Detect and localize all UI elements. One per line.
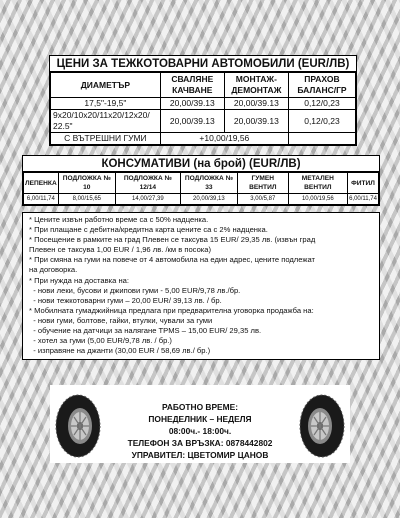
note-line: * Посещение в рамките на град Плевен се таксува 15 EUR/ 29,35 лв. (извън град	[29, 235, 316, 245]
cell-diameter: 9x20/10x20/11x20/12x20/ 22.5"	[51, 110, 161, 133]
truck-prices-panel	[49, 55, 357, 146]
header-pad-12-14: ПОДЛОЖКА № 12/14	[115, 173, 180, 194]
note-line: Плевен се таксува 1,00 EUR / 1,96 лв. /км в посока)	[29, 245, 212, 255]
note-line: - нови тежкотоварни гуми – 20,00 EUR/ 39,13 лв. / бр.	[29, 295, 222, 305]
cell-empty	[288, 133, 355, 145]
tire-icon	[54, 393, 102, 459]
note-line: - обучение на датчици за налягане TPMS – 15,00 EUR/ 29,35 лв.	[29, 326, 262, 336]
manager-name: УПРАВИТЕЛ: ЦВЕТОМИР ЦАНОВ	[131, 450, 269, 460]
cell-removal: 20,00/39.13	[160, 110, 224, 133]
cell-inner-tube-value: +10,00/19,56	[160, 133, 288, 145]
cell-rubber-valve: 3,00/5,87	[237, 194, 288, 205]
cell-pad-12-14: 14,00/27,39	[115, 194, 180, 205]
tire-icon	[298, 393, 346, 459]
note-line: - нови гуми, болтове, гайки, втулки, чували за гуми	[29, 315, 213, 325]
consumables-header-row	[24, 173, 379, 194]
header-patch: ЛЕПЕНКА	[24, 173, 59, 194]
truck-prices-title: ЦЕНИ ЗА ТЕЖКОТОВАРНИ АВТОМОБИЛИ (EUR/ЛВ)	[50, 56, 356, 72]
header-rubber-valve: ГУМЕН ВЕНТИЛ	[237, 173, 288, 194]
cell-mounting: 20,00/39.13	[224, 110, 288, 133]
note-line: - хотел за гуми (5,00 EUR/9,78 лв. / бр.)	[29, 336, 172, 346]
note-line: - нови леки, бусови и джипови гуми - 5,00 EUR/9,78 лв./бр.	[29, 285, 241, 295]
cell-pad-10: 8,00/15,65	[58, 194, 115, 205]
header-wick: ФИТИЛ	[348, 173, 379, 194]
note-line: - изправяне на джанти (30,00 EUR / 58,69 лв./ бр.)	[29, 346, 211, 356]
cell-inner-tube-label: С ВЪТРЕШНИ ГУМИ	[51, 133, 161, 145]
header-metal-valve: МЕТАЛЕН ВЕНТИЛ	[288, 173, 347, 194]
contact-phone: ТЕЛЕФОН ЗА ВРЪЗКА: 0878442802	[127, 438, 273, 448]
table-row	[51, 110, 356, 133]
note-line: * Цените извън работно време са с 50% надценка.	[29, 215, 209, 224]
cell-patch: 6,00/11,74	[24, 194, 59, 205]
header-diameter: ДИАМЕТЪР	[51, 73, 161, 98]
cell-wick: 6,00/11,74	[348, 194, 379, 205]
notes-panel	[22, 212, 380, 360]
cell-balance: 0,12/0,23	[288, 98, 355, 110]
header-removal: СВАЛЯНЕ КАЧВАНЕ	[160, 73, 224, 98]
working-hours-info	[108, 401, 292, 461]
cell-balance: 0,12/0,23	[288, 110, 355, 133]
note-line: на договорка.	[29, 265, 78, 275]
working-days: ПОНЕДЕЛНИК – НЕДЕЛЯ	[148, 414, 252, 424]
cell-metal-valve: 10,00/19,56	[288, 194, 347, 205]
table-row	[24, 194, 379, 205]
note-line: * При плащане с дебитна/кредитна карта цените са с 2% надценка.	[29, 225, 268, 235]
header-pad-33: ПОДЛОЖКА № 33	[180, 173, 237, 194]
table-row	[51, 133, 356, 145]
consumables-title: КОНСУМАТИВИ (на брой) (EUR/ЛВ)	[23, 156, 379, 172]
contact-panel	[50, 385, 350, 463]
cell-pad-33: 20,00/39,13	[180, 194, 237, 205]
table-row	[51, 98, 356, 110]
working-hours: 08:00ч.- 18:00ч.	[168, 426, 232, 436]
header-balance: ПРАХОВ БАЛАНС/ГР	[288, 73, 355, 98]
note-line: * Мобилната гумаджийница предлага при предварителна уговорка продажба на:	[29, 305, 314, 315]
cell-removal: 20,00/39.13	[160, 98, 224, 110]
header-pad-10: ПОДЛОЖКА № 10	[58, 173, 115, 194]
cell-diameter: 17,5"-19,5"	[51, 98, 161, 110]
truck-prices-table	[50, 72, 356, 145]
consumables-panel	[22, 155, 380, 206]
header-mounting: МОНТАЖ-ДЕМОНТАЖ	[224, 73, 288, 98]
cell-mounting: 20,00/39.13	[224, 98, 288, 110]
truck-header-row	[51, 73, 356, 98]
consumables-table	[23, 172, 379, 205]
note-line: * При нужда на доставка на:	[29, 275, 129, 285]
note-line: * При смяна на гуми на повече от 4 автомобила на един адрес, цените подлежат	[29, 255, 315, 265]
hours-title: РАБОТНО ВРЕМЕ:	[161, 402, 238, 412]
